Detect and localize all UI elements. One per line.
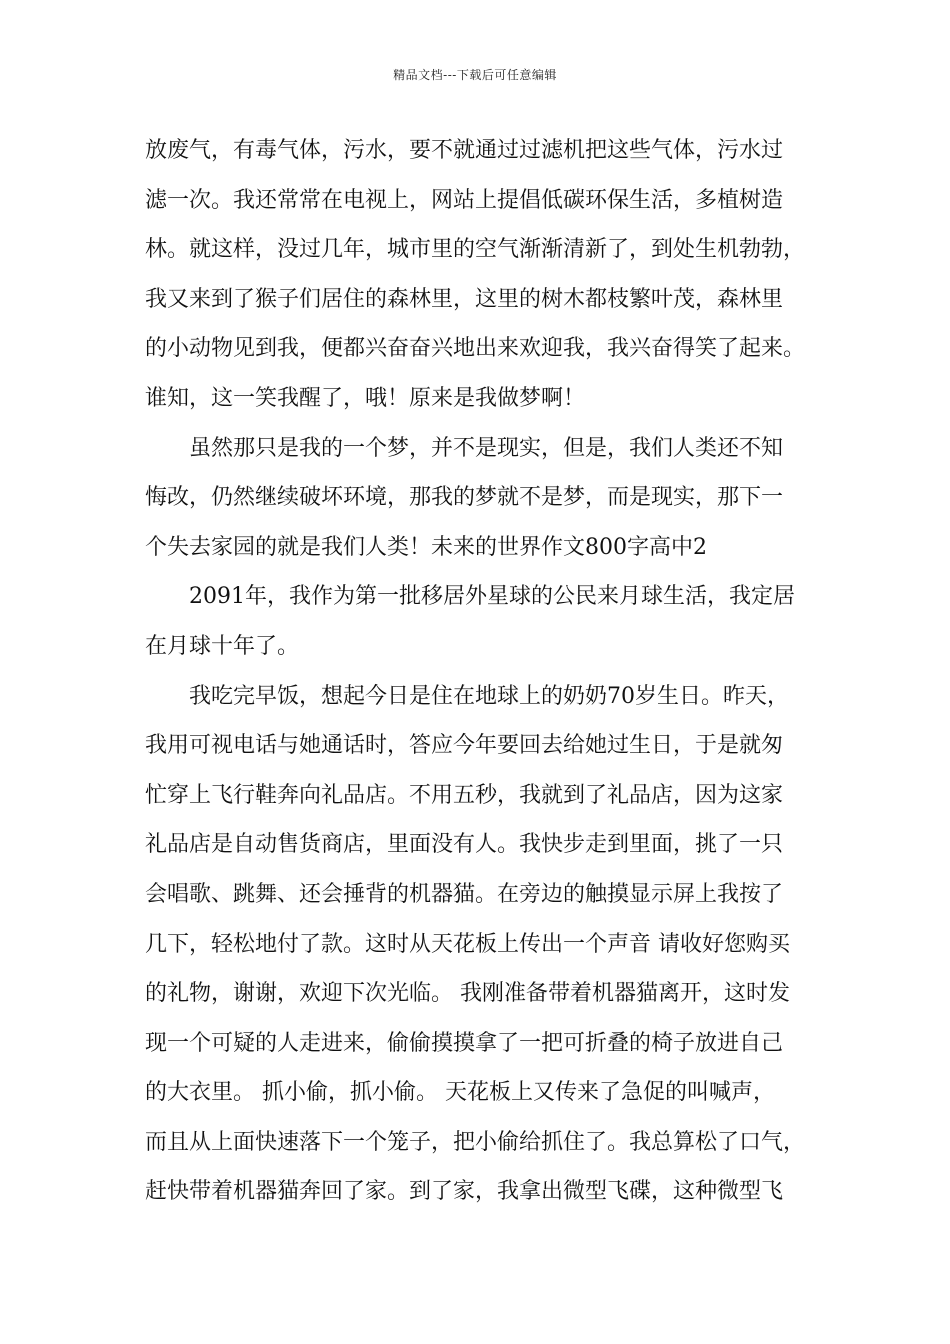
text-line: 我又来到了猴子们居住的森林里，这里的树木都枝繁叶茂，森林里: [145, 286, 784, 312]
text-line: 的礼物，谢谢，欢迎下次光临。 我刚准备带着机器猫离开，这时发: [145, 981, 790, 1007]
text-line: 会唱歌、跳舞、还会捶背的机器猫。在旁边的触摸显示屏上我按了: [145, 881, 784, 907]
text-line: 在月球十年了。: [145, 633, 300, 659]
text-line: 林。就这样，没过几年，城市里的空气渐渐清新了，到处生机勃勃，: [145, 237, 806, 263]
text-line: 礼品店是自动售货商店，里面没有人。我快步走到里面，挑了一只: [145, 832, 784, 858]
text-line: 现一个可疑的人走进来，偷偷摸摸拿了一把可折叠的椅子放进自己: [145, 1030, 784, 1056]
text-line: 滤一次。我还常常在电视上，网站上提倡低碳环保生活，多植树造: [145, 187, 784, 213]
document-body: [145, 126, 825, 1217]
text-line: 放废气，有毒气体，污水，要不就通过过滤机把这些气体，污水过: [145, 138, 784, 163]
text-line: 赶快带着机器猫奔回了家。到了家，我拿出微型飞碟，这种微型飞: [145, 1179, 784, 1205]
paragraph-first-line: 虽然那只是我的一个梦，并不是现实，但是，我们人类还不知: [189, 435, 784, 461]
text-line: 我用可视电话与她通话时，答应今年要回去给她过生日，于是就匆: [145, 733, 784, 759]
text-line: 的小动物见到我，便都兴奋奋兴地出来欢迎我，我兴奋得笑了起来。: [145, 336, 806, 362]
paragraph-first-line: 2091年，我作为第一批移居外星球的公民来月球生活，我定居: [189, 584, 795, 610]
text-line: 的大衣里。 抓小偷，抓小偷。 天花板上又传来了急促的叫喊声，: [145, 1080, 775, 1106]
page-header: 精品文档---下载后可任意编辑: [393, 68, 557, 82]
text-line: 忙穿上飞行鞋奔向礼品店。不用五秒，我就到了礼品店，因为这家: [145, 782, 784, 808]
paragraph-first-line: 我吃完早饭，想起今日是住在地球上的奶奶70岁生日。昨天，: [189, 683, 789, 709]
text-line: 悔改，仍然继续破坏环境，那我的梦就不是梦，而是现实，那下一: [145, 485, 784, 511]
text-line: 而且从上面快速落下一个笼子，把小偷给抓住了。我总算松了口气，: [145, 1129, 806, 1155]
text-line: 几下，轻松地付了款。这时从天花板上传出一个声音 请收好您购买: [145, 931, 790, 957]
text-line: 谁知，这一笑我醒了，哦！原来是我做梦啊！: [145, 385, 586, 411]
text-line: 个失去家园的就是我们人类！未来的世界作文800字高中2: [145, 534, 707, 560]
